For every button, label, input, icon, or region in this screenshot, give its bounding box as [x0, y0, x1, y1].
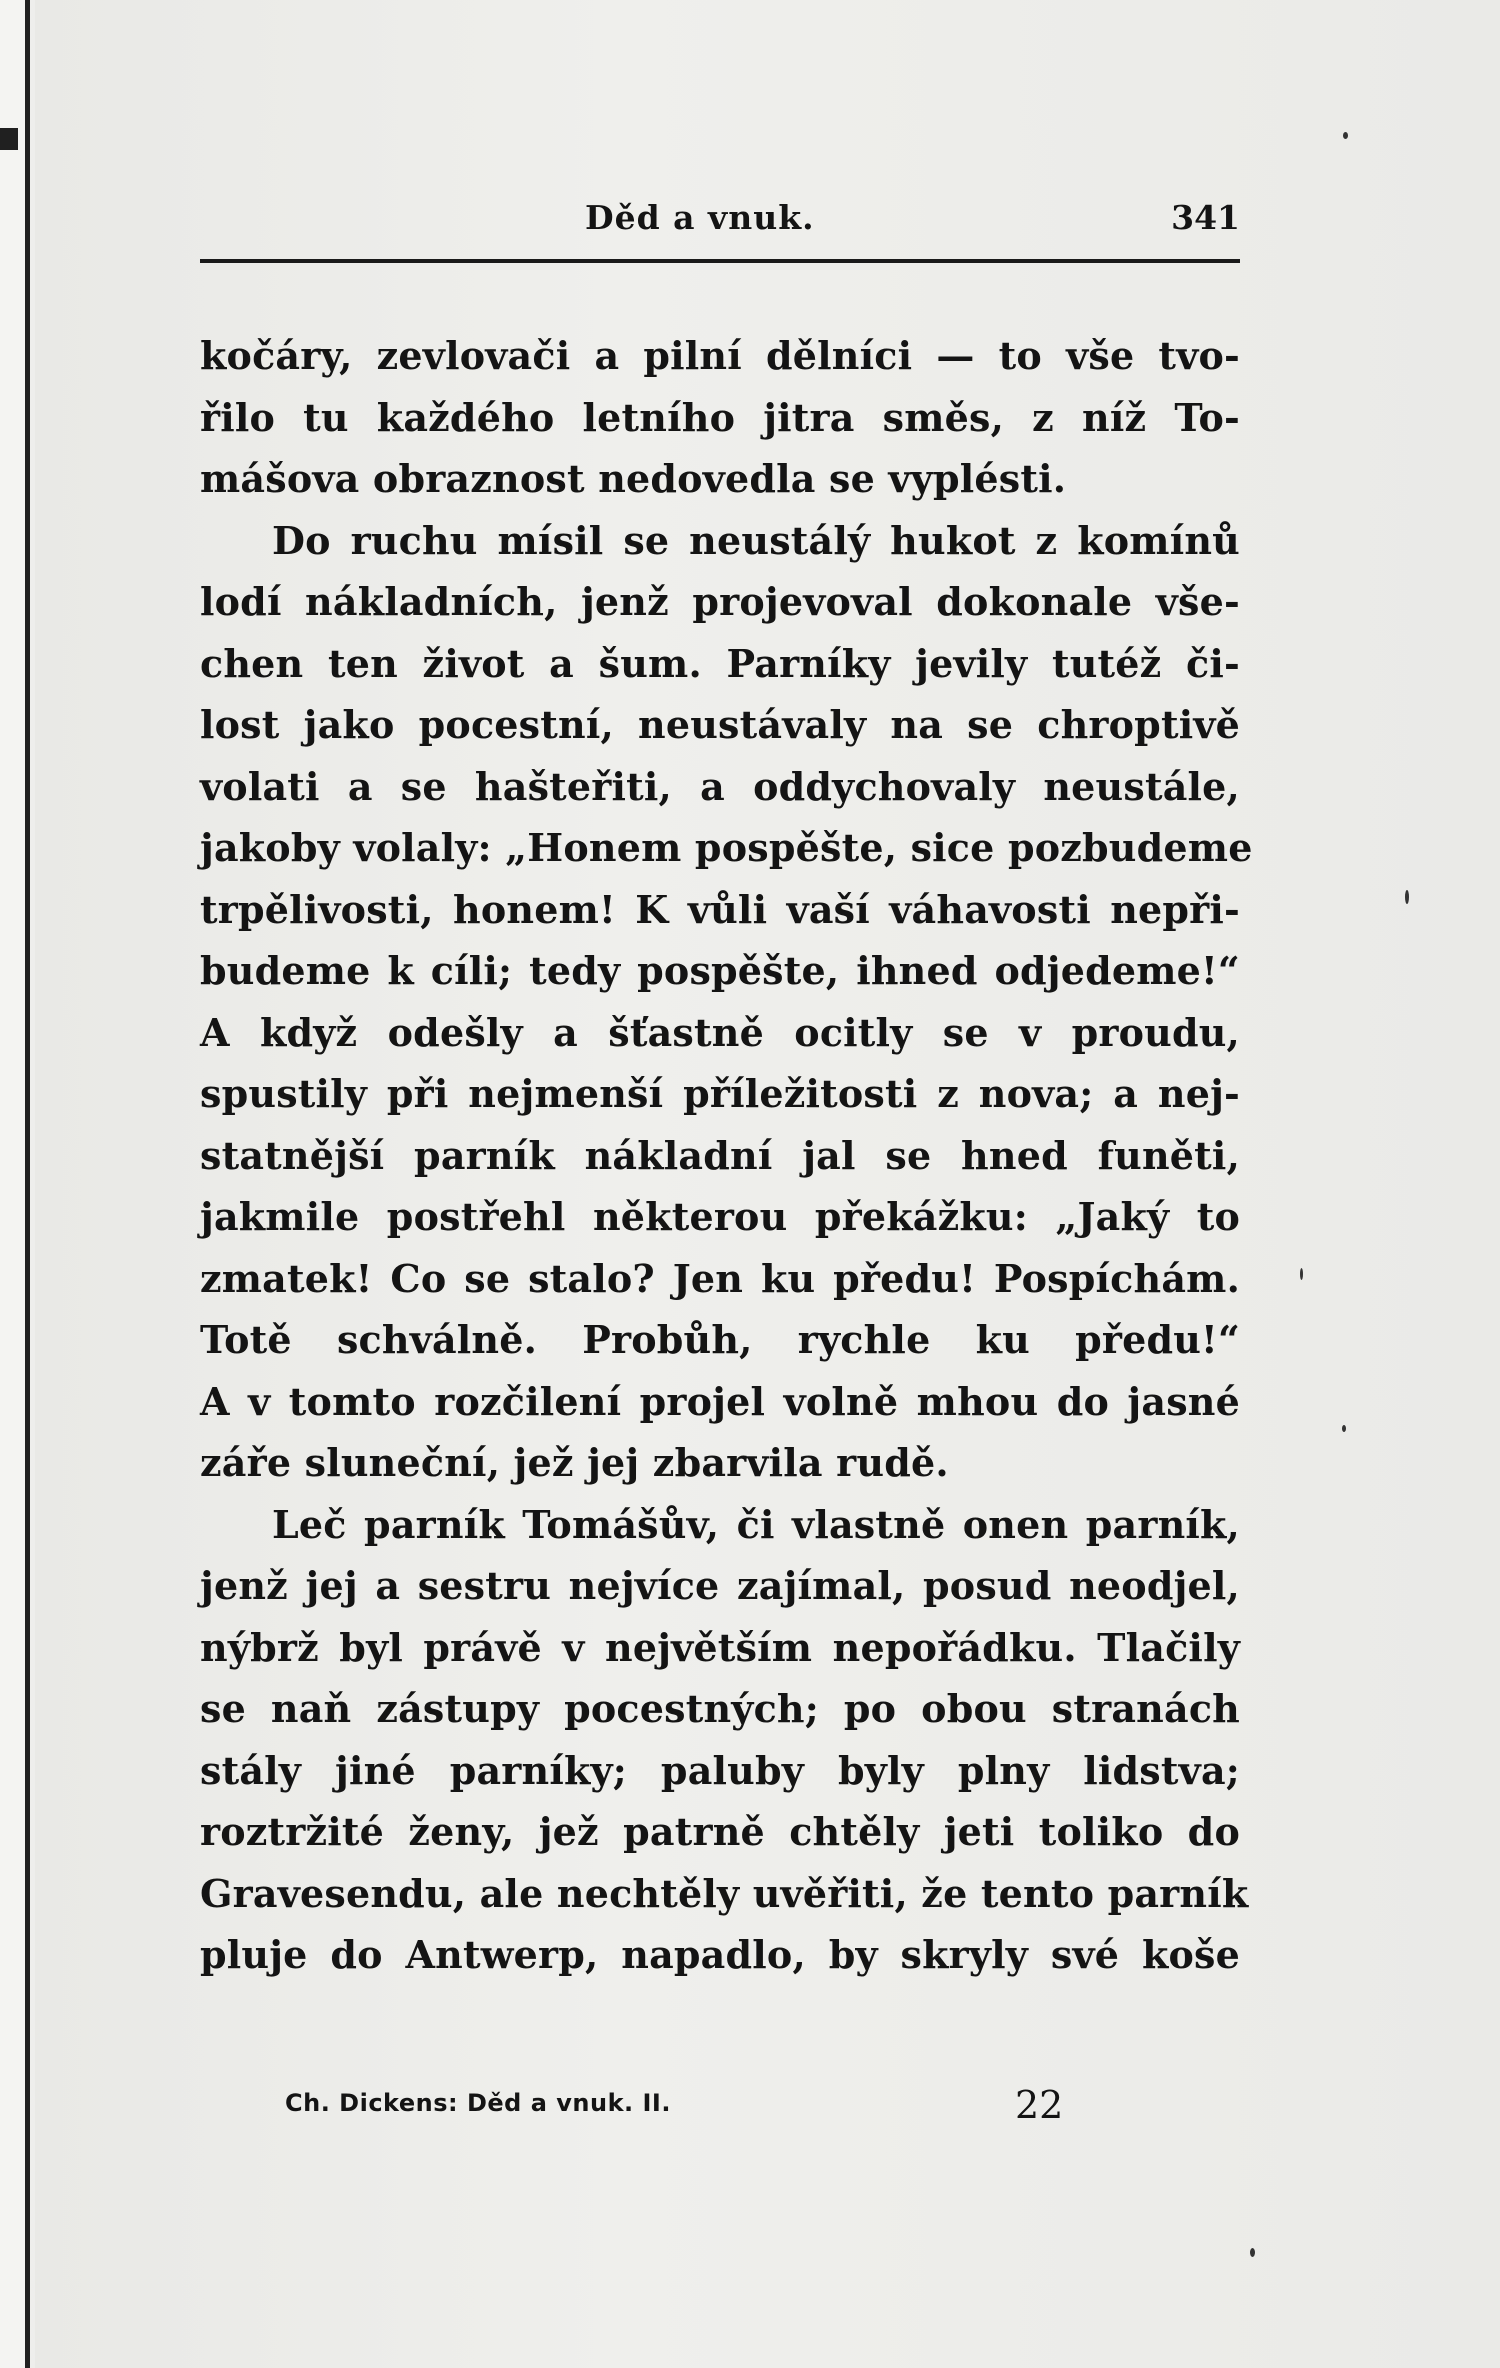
text-line: Do ruchu mísil se neustálý hukot z komínů	[272, 517, 1240, 563]
signature-number: 22	[1015, 2083, 1064, 2127]
text-line: lost jako pocestní, neustávaly na se chroptivě	[200, 702, 1240, 747]
page-binding-edge	[0, 0, 30, 2368]
scan-speck	[1342, 1425, 1346, 1432]
text-line: budeme k cíli; tedy pospěšte, ihned odjedeme!“	[200, 948, 1240, 993]
text-line: pluje do Antwerp, napadlo, by skryly své koše	[200, 1932, 1240, 1977]
page-number: 341	[1171, 198, 1240, 237]
text-line: Leč parník Tomášův, či vlastně onen parník,	[272, 1501, 1240, 1547]
running-head	[200, 198, 1240, 242]
text-line: Totě schválně. Probůh, rychle ku předu!“	[200, 1317, 1240, 1362]
text-line: A když odešly a šťastně ocitly se v proudu,	[200, 1009, 1240, 1055]
text-line: trpělivosti, honem! K vůli vaší váhavosti nepři-	[200, 886, 1240, 932]
binding-notch	[0, 128, 18, 150]
scan-speck	[1343, 132, 1348, 139]
text-line: lodí nákladních, jenž projevoval dokonale vše-	[200, 579, 1240, 624]
scan-speck	[1405, 890, 1409, 904]
text-line: jenž jej a sestru nejvíce zajímal, posud neodjel,	[200, 1563, 1240, 1608]
text-line: se naň zástupy pocestných; po obou stranách	[200, 1686, 1240, 1731]
text-line: statnější parník nákladní jal se hned funěti,	[200, 1132, 1240, 1178]
text-line: stály jiné parníky; paluby byly plny lidstva;	[200, 1747, 1240, 1793]
text-line: zmatek! Co se stalo? Jen ku předu! Pospíchám.	[200, 1255, 1240, 1301]
text-line: řilo tu každého letního jitra směs, z níž To-	[200, 394, 1240, 440]
text-line: Gravesendu, ale nechtěly uvěřiti, že tento parník	[200, 1870, 1249, 1916]
header-rule	[200, 259, 1240, 263]
text-line: nýbrž byl právě v největším nepořádku. Tlačily	[200, 1624, 1240, 1670]
scan-speck	[1250, 2248, 1255, 2257]
scan-speck	[1300, 1268, 1303, 1280]
text-line: záře sluneční, jež jej zbarvila rudě.	[200, 1440, 949, 1485]
running-title: Děd a vnuk.	[585, 198, 815, 237]
text-line: A v tomto rozčilení projel volně mhou do jasné	[200, 1378, 1240, 1424]
text-line: chen ten život a šum. Parníky jevily tutéž či-	[200, 640, 1240, 686]
signature-text: Ch. Dickens: Děd a vnuk. II.	[285, 2089, 671, 2117]
text-line: kočáry, zevlovači a pilní dělníci — to vše tvo-	[200, 333, 1240, 378]
body-text	[200, 325, 1253, 1986]
text-line: volati a se hašteřiti, a oddychovaly neustále,	[200, 763, 1240, 809]
signature-line	[285, 2083, 1065, 2131]
text-line: jakoby volaly: „Honem pospěšte, sice pozbudeme	[200, 825, 1253, 870]
text-line: spustily při nejmenší příležitosti z nova; a nej-	[200, 1071, 1240, 1116]
text-line: jakmile postřehl některou překážku: „Jaký to	[200, 1194, 1240, 1239]
text-line: roztržité ženy, jež patrně chtěly jeti toliko do	[200, 1809, 1240, 1854]
text-line: mášova obraznost nedovedla se vyplésti.	[200, 456, 1067, 501]
